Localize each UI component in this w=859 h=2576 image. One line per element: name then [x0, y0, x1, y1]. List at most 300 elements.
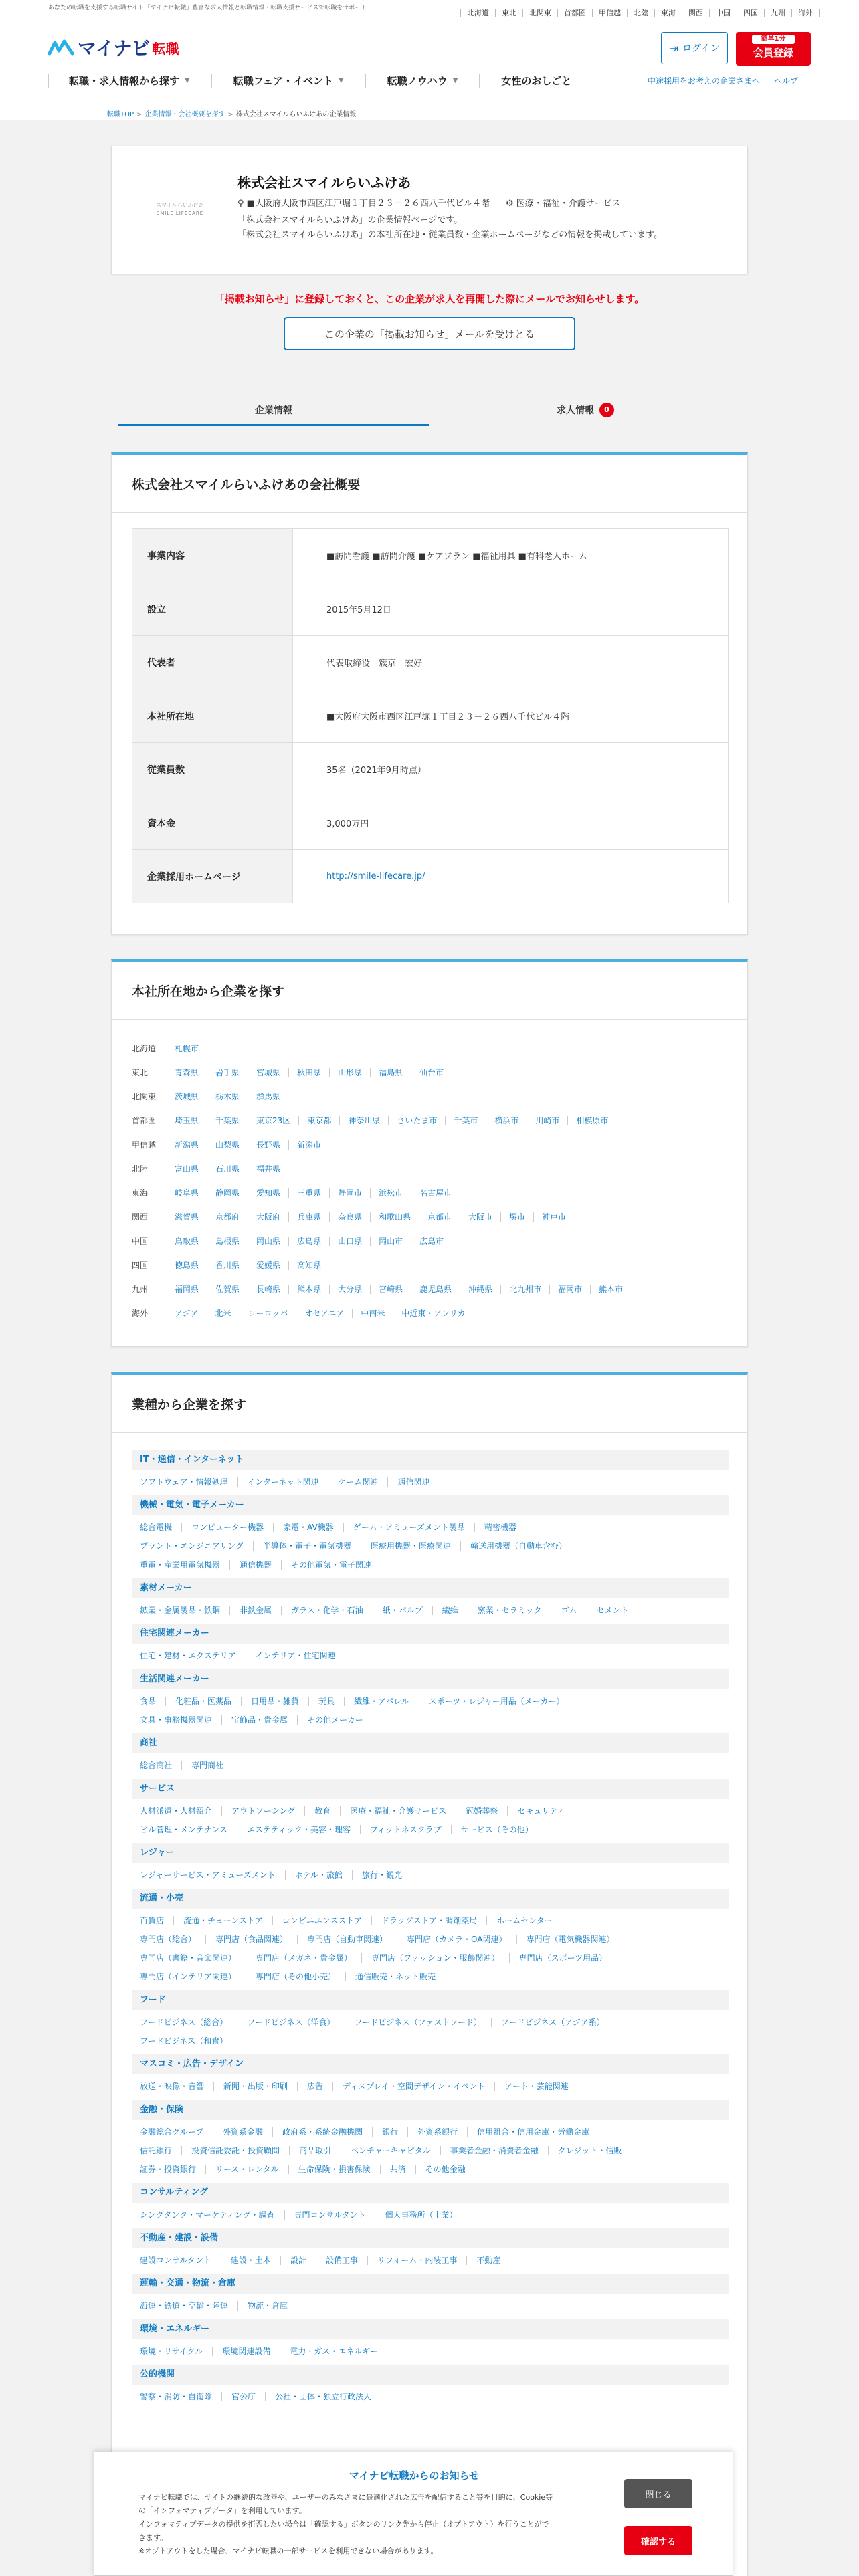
region-link[interactable]: 宮城県: [248, 1068, 289, 1077]
industry-link[interactable]: その他メーカー: [307, 1715, 363, 1725]
region-link[interactable]: 岐阜県: [175, 1188, 207, 1198]
region-link[interactable]: 香川県: [207, 1261, 248, 1270]
region-link[interactable]: 大阪府: [248, 1212, 289, 1222]
industry-links: [132, 2294, 729, 2315]
region-link[interactable]: 京都市: [419, 1212, 460, 1222]
region-link[interactable]: 鹿児島県: [411, 1285, 460, 1294]
region-link[interactable]: 大分県: [330, 1285, 371, 1294]
row-label: 従業員数: [132, 743, 293, 796]
industry-link[interactable]: レジャーサービス・アミューズメント: [140, 1870, 286, 1880]
industry-link[interactable]: リース・レンタル: [206, 2165, 289, 2174]
region-link[interactable]: 岡山市: [371, 1237, 411, 1246]
industry-link[interactable]: 海運・鉄道・空輸・陸運: [140, 2301, 238, 2311]
industry-link[interactable]: 環境関連設備: [213, 2347, 280, 2356]
region-link[interactable]: 島根県: [207, 1237, 248, 1246]
region-link[interactable]: 高知県: [297, 1261, 322, 1270]
industry-link[interactable]: 商品取引: [290, 2146, 341, 2155]
company-name: 株式会社スマイルらいふけあ: [237, 175, 411, 191]
breadcrumb: [107, 108, 356, 118]
industry-link[interactable]: 通信関連: [397, 1477, 430, 1487]
industry-link[interactable]: セメント: [596, 1606, 629, 1615]
industry-link[interactable]: 人材派遣・人材紹介: [140, 1806, 222, 1816]
region-links: [175, 1037, 729, 1061]
industry-link[interactable]: インテリア・住宅関連: [255, 1651, 336, 1660]
tab-label: 企業情報: [255, 405, 292, 416]
industry-link[interactable]: 家電・AV機器: [274, 1523, 344, 1532]
industry-link[interactable]: プラント・エンジニアリング: [140, 1541, 254, 1551]
industry-link[interactable]: コンピューター機器: [182, 1523, 274, 1532]
industry-link[interactable]: 不動産: [476, 2256, 501, 2265]
industry-link[interactable]: エステティック・美容・理容: [237, 1825, 361, 1834]
industry-group-heading[interactable]: 流通・小売: [132, 1889, 729, 1909]
cookie-title: マイナビ転職からのお知らせ: [349, 2470, 480, 2482]
region-list: [132, 1037, 729, 1325]
industry-group: [132, 2228, 729, 2270]
region-link[interactable]: 三重県: [289, 1188, 330, 1198]
industry-link[interactable]: 非鉄金属: [230, 1606, 282, 1615]
tab-job-info[interactable]: [430, 395, 741, 425]
region-link[interactable]: 愛媛県: [248, 1261, 289, 1270]
row-value: 2015年5月12日: [293, 582, 729, 636]
region-link[interactable]: 関西: [682, 9, 709, 17]
region-link[interactable]: 四国: [737, 9, 764, 17]
region-link[interactable]: 熊本市: [599, 1285, 624, 1294]
industry-link[interactable]: ゴム: [551, 1606, 587, 1615]
register-button[interactable]: [736, 32, 811, 66]
industry-link[interactable]: 事業者金融・消費者金融: [441, 2146, 549, 2155]
industry-link[interactable]: 建設コンサルタント: [140, 2256, 221, 2265]
industry-link[interactable]: 生命保険・損害保険: [289, 2165, 381, 2174]
industry-link[interactable]: フィットネスクラブ: [361, 1825, 452, 1834]
industry-link[interactable]: 総合商社: [140, 1761, 182, 1770]
region-links: [175, 1157, 729, 1181]
nav-item-search-jobs[interactable]: [48, 74, 212, 88]
region-link[interactable]: ヨーロッパ: [240, 1309, 297, 1318]
company-description: [237, 213, 662, 243]
region-row: [132, 1109, 729, 1133]
region-label: 首都圏: [132, 1116, 157, 1125]
industry-link[interactable]: 物流・倉庫: [248, 2301, 288, 2311]
industry-link[interactable]: 通信機器: [230, 1560, 282, 1570]
region-link[interactable]: 中国: [709, 9, 737, 17]
industry-links: [132, 2074, 729, 2096]
nav-label: 転職・求人情報から探す: [69, 74, 180, 87]
region-link[interactable]: 仙台市: [419, 1068, 444, 1077]
industry-link[interactable]: 専門店（食品関連）: [206, 1935, 298, 1944]
region-link[interactable]: 福井県: [256, 1164, 281, 1174]
industry-link[interactable]: 環境・リサイクル: [140, 2347, 213, 2356]
industry-link[interactable]: ゲーム・アミューズメント製品: [344, 1523, 475, 1532]
industry-link[interactable]: ソフトウェア・情報処理: [140, 1477, 238, 1487]
industry-link[interactable]: ベンチャーキャピタル: [341, 2146, 441, 2155]
industry-link[interactable]: 官公庁: [222, 2392, 266, 2401]
register-badge: 簡単1分: [752, 35, 795, 44]
region-link[interactable]: 新潟市: [297, 1140, 322, 1150]
industry-links: [132, 1644, 729, 1665]
industry-group-heading[interactable]: 公的機関: [132, 2365, 729, 2385]
industry-link[interactable]: 医療用機器・医療関連: [361, 1541, 461, 1551]
region-link[interactable]: 沖縄県: [460, 1285, 501, 1294]
industry-link[interactable]: クレジット・信販: [557, 2146, 622, 2155]
site-tagline: あなたの転職を支援する転職サイト「マイナビ転職」豊富な求人情報と転職情報・転職支援サービスで転職をサポート: [48, 5, 367, 11]
region-link[interactable]: さいたま市: [389, 1116, 446, 1125]
region-link[interactable]: 熊本県: [289, 1285, 330, 1294]
industry-link[interactable]: 信用組合・信用金庫・労働金庫: [477, 2127, 590, 2137]
company-meta: [237, 196, 621, 209]
industry-link[interactable]: ホームセンター: [496, 1916, 553, 1925]
region-link[interactable]: 石川県: [207, 1164, 248, 1174]
region-link[interactable]: 奈良県: [330, 1212, 371, 1222]
industry-text: 医療・福祉・介護サービス: [516, 199, 621, 209]
industry-link[interactable]: 金融総合グループ: [140, 2127, 213, 2137]
region-search-section: [111, 959, 748, 1347]
industry-group-heading[interactable]: 金融・保険: [132, 2100, 729, 2120]
industry-group-heading[interactable]: サービス: [132, 1779, 729, 1799]
region-link[interactable]: 新潟県: [175, 1140, 207, 1150]
industry-link[interactable]: 個人事務所（士業）: [385, 2210, 458, 2220]
industry-link[interactable]: ガラス・化学・石油: [282, 1606, 373, 1615]
region-link[interactable]: 長野県: [248, 1140, 289, 1150]
region-link[interactable]: 岡山県: [248, 1237, 289, 1246]
region-link[interactable]: 千葉市: [446, 1116, 486, 1125]
industry-group-heading[interactable]: IT・通信・インターネット: [132, 1450, 729, 1470]
industry-link[interactable]: 専門店（自動車関連）: [298, 1935, 397, 1944]
nav-item-fair-event[interactable]: [212, 74, 366, 88]
region-link[interactable]: 福岡市: [550, 1285, 591, 1294]
company-industry: [506, 196, 621, 209]
logo-subtext: 転職: [152, 40, 179, 57]
nav-item-knowhow[interactable]: [366, 74, 480, 88]
region-label: 東北: [132, 1068, 149, 1077]
region-link[interactable]: 北陸: [627, 9, 654, 17]
industry-link[interactable]: 旅行・観光: [362, 1870, 403, 1880]
industry-links: [132, 2385, 729, 2406]
recruiter-link[interactable]: 中途採用をお考えの企業さまへ: [641, 75, 767, 86]
industry-link[interactable]: シンクタンク・マーケティング・調査: [140, 2210, 285, 2220]
industry-link[interactable]: 輸送用機器（自動車含む）: [470, 1541, 567, 1551]
region-link[interactable]: 京都府: [207, 1212, 248, 1222]
industry-link[interactable]: セキュリティ: [517, 1806, 565, 1816]
region-link[interactable]: 北米: [207, 1309, 240, 1318]
industry-link[interactable]: コンビニエンスストア: [273, 1916, 372, 1925]
region-link[interactable]: 埼玉県: [175, 1116, 207, 1125]
industry-link[interactable]: 精密機器: [484, 1523, 516, 1532]
company-hero: [111, 146, 748, 274]
region-link[interactable]: 岩手県: [207, 1068, 248, 1077]
region-link[interactable]: 佐賀県: [207, 1285, 248, 1294]
industry-link[interactable]: 半導体・電子・電気機器: [254, 1541, 361, 1551]
industry-group-heading[interactable]: マスコミ・広告・デザイン: [132, 2054, 729, 2074]
industry-group: [132, 1779, 729, 1839]
region-link[interactable]: 札幌市: [175, 1044, 199, 1053]
industry-group-heading[interactable]: 素材メーカー: [132, 1578, 729, 1598]
industry-link[interactable]: 医療・福祉・介護サービス: [341, 1806, 456, 1816]
region-link[interactable]: 秋田県: [289, 1068, 330, 1077]
region-link[interactable]: アジア: [175, 1309, 207, 1318]
region-link[interactable]: 大阪市: [460, 1212, 501, 1222]
industry-link[interactable]: 専門店（インテリア関連）: [140, 1972, 246, 1981]
cookie-text-line: マイナビ転職では、サイトの継続的な改善や、ユーザーのみなさまに最適化された広告を配信すること等を目的に、Cookie等の「インフォマティブデータ」を利用しています。: [138, 2493, 553, 2515]
industry-link[interactable]: 投資信託委託・投資顧問: [182, 2146, 290, 2155]
region-row: [132, 1205, 729, 1229]
nav-label: 転職ノウハウ: [387, 74, 448, 87]
industry-link[interactable]: ディスプレイ・空間デザイン・イベント: [333, 2082, 495, 2091]
address-text: ■大阪府大阪市西区江戸堀１丁目２３－２６西八千代ビル４階: [246, 199, 490, 209]
region-link[interactable]: 北海道: [460, 9, 495, 17]
site-header: [0, 0, 859, 120]
industry-link[interactable]: 繊維・アパレル: [345, 1697, 419, 1706]
table-row: [132, 850, 729, 903]
industry-group: [132, 1843, 729, 1885]
industry-group-heading[interactable]: レジャー: [132, 1843, 729, 1863]
industry-links: [132, 1515, 729, 1574]
industry-link[interactable]: 紙・パルプ: [373, 1606, 433, 1615]
region-link[interactable]: 横浜市: [486, 1116, 527, 1125]
gear-icon: ⚙: [505, 199, 516, 209]
industry-link[interactable]: 通信販売・ネット販売: [355, 1972, 436, 1981]
region-link[interactable]: 栃木県: [207, 1092, 248, 1101]
tab-label: 求人情報: [557, 405, 594, 416]
nav-label: 転職フェア・イベント: [233, 74, 333, 87]
region-link[interactable]: 富山県: [175, 1164, 207, 1174]
region-label: 四国: [132, 1261, 149, 1270]
industry-link[interactable]: 信託銀行: [140, 2146, 182, 2155]
region-link[interactable]: 山形県: [330, 1068, 371, 1077]
region-link[interactable]: 群馬県: [256, 1092, 281, 1101]
industry-link[interactable]: 外資系銀行: [408, 2127, 468, 2137]
industry-link[interactable]: 専門店（カメラ・OA関連）: [397, 1935, 516, 1944]
region-link[interactable]: 宮崎県: [371, 1285, 411, 1294]
region-link[interactable]: 山口県: [330, 1237, 371, 1246]
region-link[interactable]: 神戸市: [542, 1212, 567, 1222]
region-link[interactable]: 東京都: [299, 1116, 340, 1125]
industry-link[interactable]: 外資系金融: [213, 2127, 273, 2137]
region-label: 東海: [132, 1188, 149, 1198]
nav-label: 女性のおしごと: [501, 74, 572, 87]
industry-link[interactable]: 広告: [298, 2082, 333, 2091]
region-link[interactable]: 首都圏: [557, 9, 592, 17]
industry-group-heading[interactable]: 住宅関連メーカー: [132, 1624, 729, 1644]
region-link[interactable]: 浜松市: [371, 1188, 411, 1198]
region-link[interactable]: 相模原市: [576, 1116, 609, 1125]
industry-link[interactable]: 化粧品・医薬品: [166, 1697, 242, 1706]
industry-link[interactable]: 設備工事: [316, 2256, 368, 2265]
company-homepage-link[interactable]: http://smile-lifecare.jp/: [326, 871, 425, 881]
region-row: [132, 1061, 729, 1085]
register-label: 会員登録: [753, 47, 793, 59]
region-link[interactable]: 静岡市: [330, 1188, 371, 1198]
region-link[interactable]: 川崎市: [527, 1116, 568, 1125]
description-line: 「株式会社スマイルらいふけあ」の企業情報ページです。: [237, 215, 463, 225]
chevron-down-icon: ▼: [185, 76, 190, 84]
site-logo[interactable]: [48, 33, 179, 62]
industry-link[interactable]: ビル管理・メンテナンス: [140, 1825, 237, 1834]
industry-link[interactable]: 警察・消防・自衛隊: [140, 2392, 222, 2401]
industry-group-heading[interactable]: コンサルティング: [132, 2183, 729, 2203]
row-value: ■訪問看護 ■訪問介護 ■ケアプラン ■福祉用具 ■有料老人ホーム: [293, 529, 729, 582]
region-link[interactable]: 愛知県: [248, 1188, 289, 1198]
region-link[interactable]: 中近東・アフリカ: [401, 1309, 466, 1318]
industry-link[interactable]: サービス（その他）: [460, 1825, 533, 1834]
industry-link[interactable]: ホテル・旅館: [286, 1870, 353, 1880]
industry-link[interactable]: 専門店（スポーツ用品）: [518, 1953, 607, 1963]
industry-link[interactable]: 専門商社: [191, 1761, 224, 1770]
nav-item-women[interactable]: [480, 74, 593, 88]
industry-link[interactable]: 玩具: [309, 1697, 345, 1706]
region-link[interactable]: 茨城県: [175, 1092, 207, 1101]
description-line: 「株式会社スマイルらいふけあ」の本社所在地・従業員数・企業ホームページなどの情報を掲載しています。: [237, 230, 663, 240]
industry-link[interactable]: 専門店（電気機器関連）: [526, 1935, 615, 1944]
industry-link[interactable]: 専門店（メガネ・貴金属）: [246, 1953, 362, 1963]
industry-group: [132, 1669, 729, 1729]
industry-link[interactable]: 教育: [305, 1806, 341, 1816]
region-link[interactable]: 海外: [791, 9, 820, 17]
industry-link[interactable]: 文具・事務機器関連: [140, 1715, 222, 1725]
region-link[interactable]: 広島市: [419, 1237, 444, 1246]
industry-link[interactable]: 流通・チェーンストア: [174, 1916, 273, 1925]
industry-group-heading[interactable]: 機械・電気・電子メーカー: [132, 1495, 729, 1515]
industry-link[interactable]: その他金融: [425, 2165, 466, 2174]
breadcrumb-item[interactable]: 転職TOP: [107, 111, 134, 118]
company-address: [237, 196, 490, 209]
industry-link[interactable]: 新聞・出版・印刷: [214, 2082, 298, 2091]
cookie-close-button[interactable]: 閉じる: [624, 2479, 692, 2508]
region-link[interactable]: 福岡県: [175, 1285, 207, 1294]
region-links: [175, 1085, 729, 1109]
tab-company-info[interactable]: [118, 395, 430, 425]
region-link[interactable]: 東北: [495, 9, 522, 17]
region-link[interactable]: 徳島県: [175, 1261, 207, 1270]
region-link[interactable]: 九州: [764, 9, 791, 17]
industry-link[interactable]: 共済: [381, 2165, 416, 2174]
industry-group: [132, 2274, 729, 2315]
company-logo: [142, 196, 217, 223]
industry-link[interactable]: スポーツ・レジャー用品（メーカー）: [428, 1697, 565, 1706]
industry-link[interactable]: その他電気・電子関連: [291, 1560, 372, 1570]
region-link[interactable]: 広島県: [289, 1237, 330, 1246]
industry-link[interactable]: フードビジネス（ファストフード）: [345, 2018, 492, 2027]
row-value: 3,000万円: [293, 796, 729, 850]
region-link[interactable]: 福島県: [371, 1068, 411, 1077]
industry-link[interactable]: アウトソーシング: [222, 1806, 305, 1816]
industry-link[interactable]: 証券・投資銀行: [140, 2165, 206, 2174]
industry-link[interactable]: フードビジネス（アジア系）: [500, 2018, 605, 2027]
industry-link[interactable]: 専門店（書籍・音楽関連）: [140, 1953, 246, 1963]
region-link[interactable]: 滋賀県: [175, 1212, 207, 1222]
industry-link[interactable]: インターネット関連: [238, 1477, 329, 1487]
industry-link[interactable]: 公社・団体・独立行政法人: [275, 2392, 372, 2401]
region-link[interactable]: 東京23区: [248, 1116, 299, 1125]
industry-link[interactable]: 専門店（ファッション・服飾関連）: [362, 1953, 510, 1963]
region-links: [175, 1301, 729, 1325]
industry-link[interactable]: 総合電機: [140, 1523, 182, 1532]
region-link[interactable]: 甲信越: [592, 9, 627, 17]
industry-link[interactable]: 電力・ガス・エネルギー: [290, 2347, 379, 2356]
industry-link[interactable]: 建設・土木: [221, 2256, 281, 2265]
region-link[interactable]: 中南米: [353, 1309, 393, 1318]
industry-link[interactable]: 食品: [140, 1697, 166, 1706]
industry-group-heading[interactable]: フード: [132, 1990, 729, 2010]
region-link[interactable]: 北関東: [522, 9, 557, 17]
region-link[interactable]: 山梨県: [207, 1140, 248, 1150]
industry-link[interactable]: 宝飾品・貴金属: [222, 1715, 298, 1725]
help-link[interactable]: ヘルプ: [774, 76, 799, 86]
region-link[interactable]: 北九州市: [501, 1285, 550, 1294]
industry-link[interactable]: 政府系・系統金融機関: [273, 2127, 373, 2137]
industry-link[interactable]: 専門店（総合）: [140, 1935, 206, 1944]
cookie-text: [138, 2491, 553, 2558]
login-button[interactable]: [661, 32, 728, 64]
industry-links: [132, 2339, 729, 2361]
industry-group-heading[interactable]: 環境・エネルギー: [132, 2319, 729, 2339]
industry-group-heading[interactable]: 不動産・建設・設備: [132, 2228, 729, 2248]
svg-text:スマイルらいふけあ: スマイルらいふけあ: [156, 202, 204, 208]
region-link[interactable]: 神奈川県: [340, 1116, 389, 1125]
industry-link[interactable]: 住宅・建材・エクステリア: [140, 1651, 246, 1660]
section-title: 本社所在地から企業を探す: [132, 984, 285, 999]
region-link[interactable]: 千葉県: [207, 1116, 248, 1125]
region-link[interactable]: 名古屋市: [419, 1188, 452, 1198]
industry-link[interactable]: 窯業・セラミック: [468, 1606, 552, 1615]
industry-group-heading[interactable]: 生活関連メーカー: [132, 1669, 729, 1689]
industry-links: [132, 2120, 729, 2179]
region-links: [175, 1205, 729, 1229]
industry-link[interactable]: 専門店（その他小売）: [246, 1972, 346, 1981]
industry-group: [132, 2365, 729, 2406]
industry-links: [132, 2203, 729, 2224]
region-link[interactable]: 長崎県: [248, 1285, 289, 1294]
industry-group-heading[interactable]: 商社: [132, 1733, 729, 1753]
row-label: 企業採用ホームページ: [132, 850, 293, 903]
industry-link[interactable]: フードビジネス（洋食）: [237, 2018, 345, 2027]
industry-link[interactable]: 銀行: [373, 2127, 408, 2137]
industry-link[interactable]: ドラッグストア・調剤薬局: [372, 1916, 487, 1925]
region-link[interactable]: 兵庫県: [289, 1212, 330, 1222]
industry-link[interactable]: ゲーム関連: [328, 1477, 388, 1487]
industry-link[interactable]: 日用品・雑貨: [242, 1697, 309, 1706]
industry-group-heading[interactable]: 運輸・交通・物流・倉庫: [132, 2274, 729, 2294]
industry-link[interactable]: 専門コンサルタント: [285, 2210, 376, 2220]
notice-subscribe-button[interactable]: この企業の「掲載お知らせ」メールを受けとる: [284, 317, 575, 350]
industry-link[interactable]: リフォーム・内装工事: [368, 2256, 467, 2265]
industry-link[interactable]: フードビジネス（和食）: [140, 2036, 228, 2046]
industry-link[interactable]: 百貨店: [140, 1916, 174, 1925]
industry-link[interactable]: アート・芸能関連: [504, 2082, 569, 2091]
cookie-banner: [94, 2452, 733, 2576]
region-link[interactable]: オセアニア: [296, 1309, 353, 1318]
region-link[interactable]: 静岡県: [207, 1188, 248, 1198]
industry-list: [132, 1450, 729, 2410]
industry-link[interactable]: 鉱業・金属製品・鉄鋼: [140, 1606, 230, 1615]
industry-group: [132, 2183, 729, 2224]
region-link[interactable]: 青森県: [175, 1068, 207, 1077]
industry-link[interactable]: 放送・映像・音響: [140, 2082, 214, 2091]
breadcrumb-item[interactable]: 企業情報・会社概要を探す: [145, 111, 225, 118]
industry-links: [132, 1470, 729, 1491]
region-links: [175, 1181, 729, 1205]
region-link[interactable]: 鳥取県: [175, 1237, 207, 1246]
industry-link[interactable]: フードビジネス（総合）: [140, 2018, 237, 2027]
industry-link[interactable]: 冠婚葬祭: [456, 1806, 508, 1816]
region-link[interactable]: 堺市: [501, 1212, 534, 1222]
breadcrumb-current: 株式会社スマイルらいふけあの企業情報: [235, 111, 357, 118]
region-link[interactable]: 東海: [654, 9, 682, 17]
industry-link[interactable]: 繊維: [433, 1606, 468, 1615]
industry-link[interactable]: 重電・産業用電気機器: [140, 1560, 230, 1570]
region-link[interactable]: 和歌山県: [371, 1212, 419, 1222]
cookie-confirm-button[interactable]: 確認する: [624, 2526, 692, 2555]
industry-link[interactable]: 設計: [281, 2256, 316, 2265]
